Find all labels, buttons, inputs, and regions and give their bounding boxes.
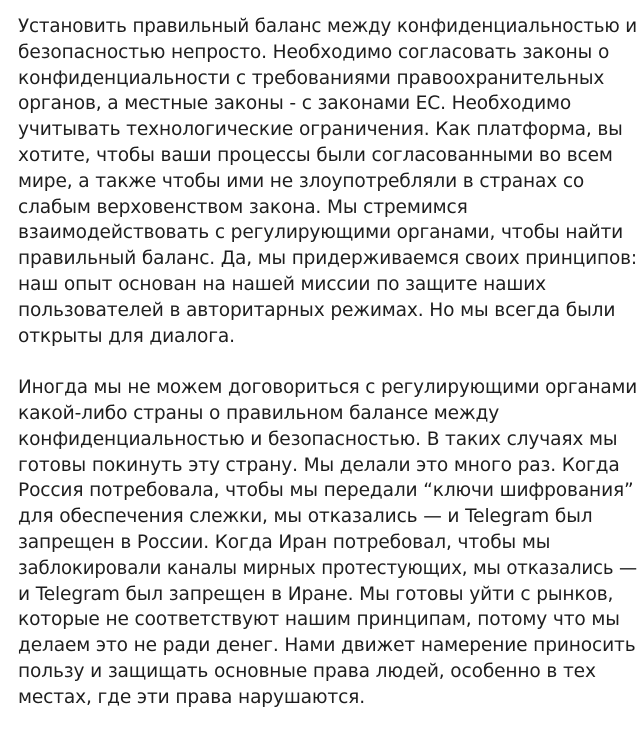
text-line: правильный баланс. Да, мы придерживаемся своих принципов: xyxy=(18,248,637,270)
text-line: Иногда мы не можем договориться с регулирующими органами xyxy=(18,377,638,399)
text-line: которые не соответствуют нашим принципам, потому что мы xyxy=(18,609,620,631)
paragraph-2 xyxy=(18,375,638,710)
text-line: мире, а также чтобы ими не злоупотребляли в странах со xyxy=(18,170,585,192)
text-line: Россия потребовала, чтобы мы передали “ключи шифрования” xyxy=(18,480,634,502)
text-line: Установить правильный баланс между конфиденциальностью и xyxy=(18,16,638,37)
text-line: заблокировали каналы мирных протестующих, мы отказались — xyxy=(18,557,638,579)
text-line: безопасностью непросто. Необходимо согласовать законы о xyxy=(18,41,610,63)
text-line: хотите, чтобы ваши процессы были согласованными во всем xyxy=(18,144,613,166)
text-line: открыты для диалога. xyxy=(18,325,235,347)
text-line: конфиденциальностью и безопасностью. В таких случаях мы xyxy=(18,428,618,450)
document-body xyxy=(18,14,638,711)
text-line: готовы покинуть эту страну. Мы делали это много раз. Когда xyxy=(18,454,620,476)
text-line: пользу и защищать основные права людей, особенно в тех xyxy=(18,660,596,682)
text-line: учитывать технологические ограничения. Как платформа, вы xyxy=(18,119,623,141)
text-line: органов, а местные законы - с законами ЕС. Необходимо xyxy=(18,93,572,115)
text-line: слабым верховенством закона. Мы стремимся xyxy=(18,196,468,218)
text-line: пользователей в авторитарных режимах. Но мы всегда были xyxy=(18,299,616,321)
text-line: местах, где эти права нарушаются. xyxy=(18,686,365,708)
text-line: наш опыт основан на нашей миссии по защите наших xyxy=(18,273,547,295)
text-line: взаимодействовать с регулирующими органами, чтобы найти xyxy=(18,222,624,244)
text-line: и Telegram был запрещен в Иране. Мы готовы уйти с рынков, xyxy=(18,583,614,605)
text-line: для обеспечения слежки, мы отказались — и Telegram был xyxy=(18,506,593,528)
text-line: какой-либо страны о правильном балансе между xyxy=(18,402,500,424)
paragraph-1 xyxy=(18,14,638,349)
text-line: конфиденциальности с требованиями правоохранительных xyxy=(18,67,605,89)
text-line: делаем это не ради денег. Нами движет намерение приносить xyxy=(18,635,636,657)
text-line: запрещен в России. Когда Иран потребовал, чтобы мы xyxy=(18,531,551,553)
